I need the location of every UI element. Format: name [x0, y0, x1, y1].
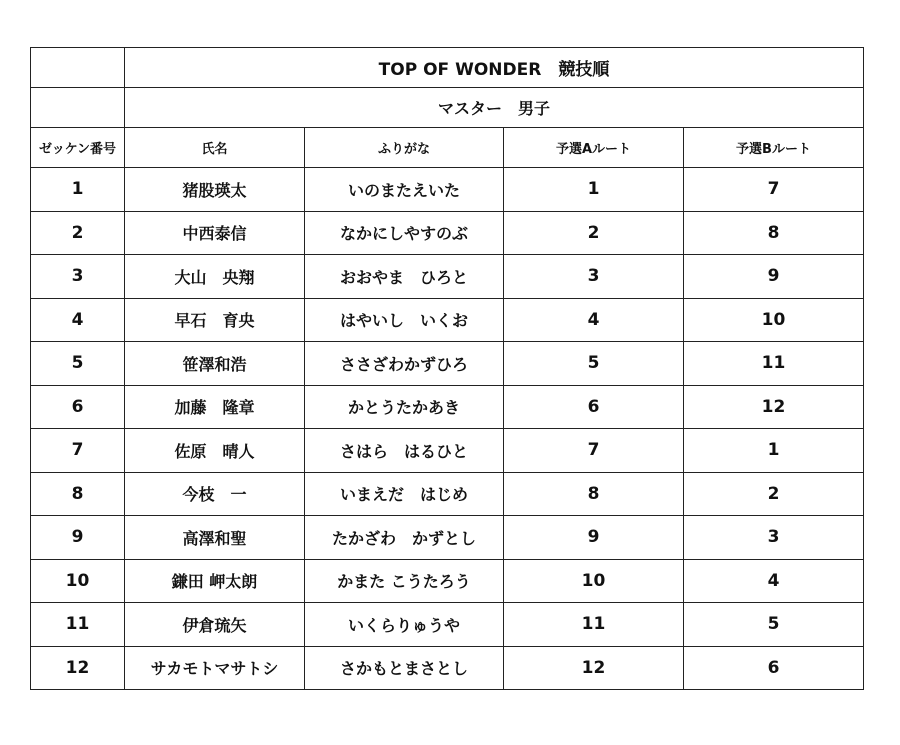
- cell-route-b: 9: [684, 255, 864, 299]
- cell-route-b: 4: [684, 559, 864, 603]
- cell-bib: 10: [31, 559, 125, 603]
- cell-kana: かまた こうたろう: [305, 559, 504, 603]
- cell-bib: 8: [31, 472, 125, 516]
- cell-bib: 6: [31, 385, 125, 429]
- cell-kana: かとうたかあき: [305, 385, 504, 429]
- column-header-row: [31, 128, 864, 168]
- cell-name: 伊倉琉矢: [125, 603, 305, 647]
- cell-bib: 2: [31, 211, 125, 255]
- cell-name: 高澤和聖: [125, 516, 305, 560]
- title-row: [31, 48, 864, 88]
- cell-route-b: 6: [684, 646, 864, 690]
- cell-bib: 11: [31, 603, 125, 647]
- table-row: [31, 211, 864, 255]
- cell-name: 今枝 一: [125, 472, 305, 516]
- table-row: [31, 298, 864, 342]
- cell-route-a: 3: [504, 255, 684, 299]
- cell-route-b: 2: [684, 472, 864, 516]
- cell-bib: 5: [31, 342, 125, 386]
- header-bib: ゼッケン番号: [31, 128, 125, 168]
- cell-bib: 4: [31, 298, 125, 342]
- cell-kana: たかざわ かずとし: [305, 516, 504, 560]
- cell-kana: いまえだ はじめ: [305, 472, 504, 516]
- cell-kana: なかにしやすのぶ: [305, 211, 504, 255]
- cell-route-a: 2: [504, 211, 684, 255]
- cell-route-b: 7: [684, 168, 864, 212]
- event-title: TOP OF WONDER 競技順: [125, 48, 864, 88]
- cell-bib: 7: [31, 429, 125, 473]
- cell-route-b: 8: [684, 211, 864, 255]
- cell-route-b: 3: [684, 516, 864, 560]
- header-name: 氏名: [125, 128, 305, 168]
- cell-route-a: 6: [504, 385, 684, 429]
- cell-bib: 9: [31, 516, 125, 560]
- table-row: [31, 255, 864, 299]
- blank-corner-cell: [31, 48, 125, 88]
- cell-kana: さかもとまさとし: [305, 646, 504, 690]
- cell-route-a: 8: [504, 472, 684, 516]
- header-route-b: 予選Bルート: [684, 128, 864, 168]
- blank-corner-cell: [31, 88, 125, 128]
- table-row: [31, 559, 864, 603]
- cell-kana: いのまたえいた: [305, 168, 504, 212]
- cell-route-a: 10: [504, 559, 684, 603]
- cell-name: 猪股瑛太: [125, 168, 305, 212]
- cell-name: 佐原 晴人: [125, 429, 305, 473]
- cell-name: 早石 育央: [125, 298, 305, 342]
- cell-name: 鎌田 岬太朗: [125, 559, 305, 603]
- cell-bib: 3: [31, 255, 125, 299]
- header-route-a: 予選Aルート: [504, 128, 684, 168]
- header-kana: ふりがな: [305, 128, 504, 168]
- cell-route-a: 5: [504, 342, 684, 386]
- cell-kana: ささざわかずひろ: [305, 342, 504, 386]
- cell-route-b: 10: [684, 298, 864, 342]
- cell-name: サカモトマサトシ: [125, 646, 305, 690]
- cell-route-a: 12: [504, 646, 684, 690]
- cell-name: 大山 央翔: [125, 255, 305, 299]
- cell-kana: はやいし いくお: [305, 298, 504, 342]
- table-row: [31, 385, 864, 429]
- competition-order-table: [30, 47, 864, 690]
- cell-route-b: 5: [684, 603, 864, 647]
- cell-route-a: 7: [504, 429, 684, 473]
- table-row: [31, 168, 864, 212]
- cell-kana: いくらりゅうや: [305, 603, 504, 647]
- cell-route-a: 1: [504, 168, 684, 212]
- cell-name: 加藤 隆章: [125, 385, 305, 429]
- table-row: [31, 603, 864, 647]
- cell-route-a: 4: [504, 298, 684, 342]
- category-title: マスター 男子: [125, 88, 864, 128]
- table-row: [31, 646, 864, 690]
- cell-kana: さはら はるひと: [305, 429, 504, 473]
- table-row: [31, 472, 864, 516]
- cell-bib: 12: [31, 646, 125, 690]
- table-row: [31, 429, 864, 473]
- category-row: [31, 88, 864, 128]
- cell-route-a: 9: [504, 516, 684, 560]
- cell-route-b: 1: [684, 429, 864, 473]
- cell-bib: 1: [31, 168, 125, 212]
- cell-name: 笹澤和浩: [125, 342, 305, 386]
- table-row: [31, 516, 864, 560]
- cell-name: 中西泰信: [125, 211, 305, 255]
- cell-kana: おおやま ひろと: [305, 255, 504, 299]
- cell-route-b: 11: [684, 342, 864, 386]
- table-row: [31, 342, 864, 386]
- cell-route-a: 11: [504, 603, 684, 647]
- cell-route-b: 12: [684, 385, 864, 429]
